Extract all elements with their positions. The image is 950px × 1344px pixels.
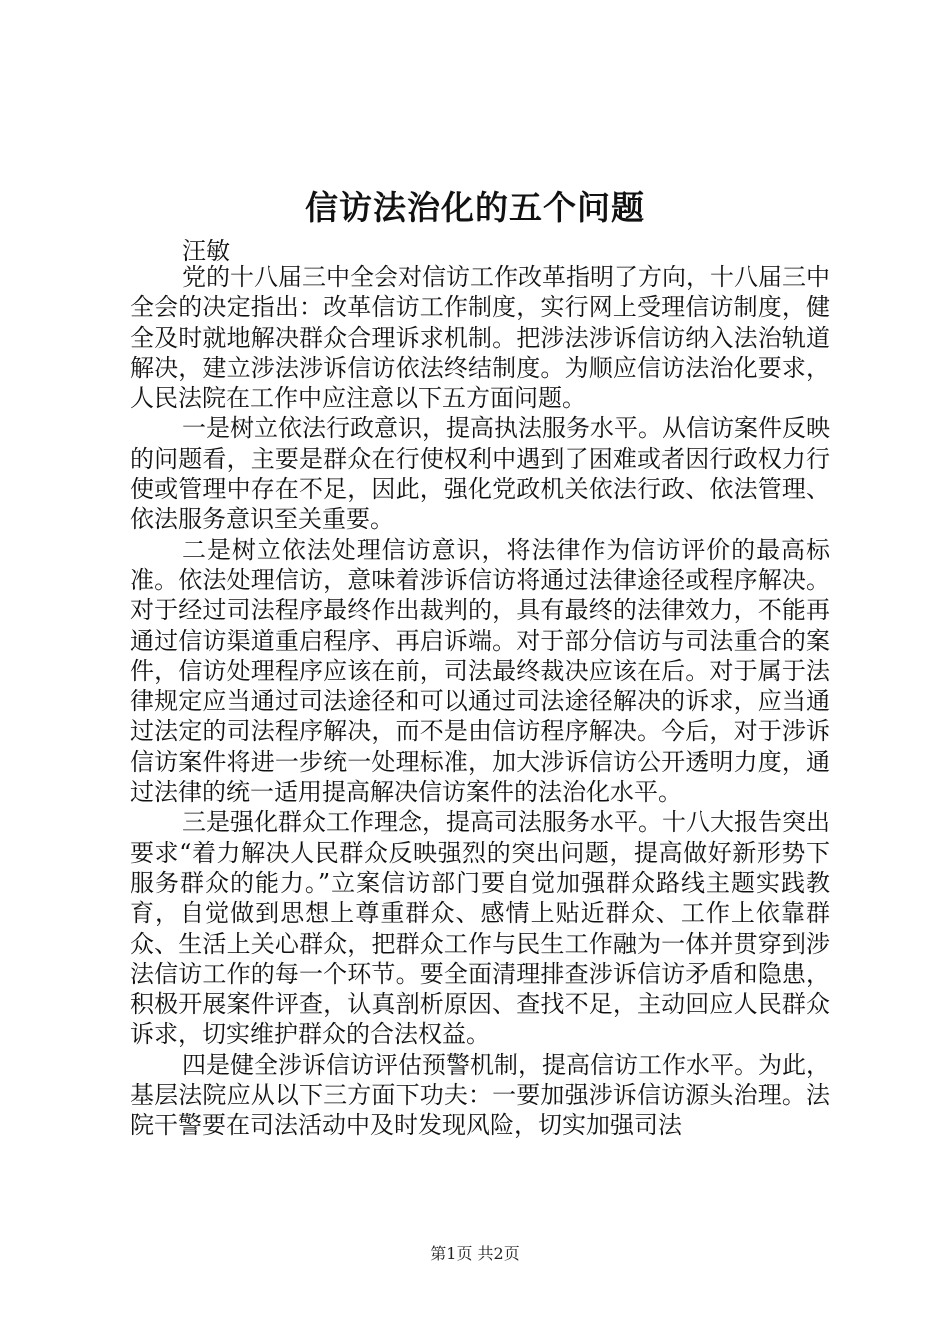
paragraph-point-four: 四是健全涉诉信访评估预警机制，提高信访工作水平。为此，基层法院应从以下三方面下功夫：一要加强涉诉信访源头治理。法院干警要在司法活动中及时发现风险，切实加强司法 bbox=[130, 1050, 830, 1140]
author-name: 汪敏 bbox=[182, 237, 230, 265]
paragraph-point-two: 二是树立依法处理信访意识，将法律作为信访评价的最高标准。依法处理信访，意味着涉诉信访将通过法律途径或程序解决。对于经过司法程序最终作出裁判的，具有最终的法律效力，不能再通过信访渠道重启程序、再启诉端。对于部分信访与司法重合的案件，信访处理程序应该在前，司法最终裁决应该在后。对于属于法律规定应当通过司法途径和可以通过司法途径解决的诉求，应当通过法定的司法程序解决，而不是由信访程序解决。今后，对于涉诉信访案件将进一步统一处理标准，加大涉诉信访公开透明力度，通过法律的统一适用提高解决信访案件的法治化水平。 bbox=[130, 535, 830, 807]
page-footer: 第1页 共2页 bbox=[430, 1244, 520, 1263]
document-body bbox=[130, 262, 830, 1141]
paragraph-intro: 党的十八届三中全会对信访工作改革指明了方向，十八届三中全会的决定指出：改革信访工作制度，实行网上受理信访制度，健全及时就地解决群众合理诉求机制。把涉法涉诉信访纳入法治轨道解决，建立涉法涉诉信访依法终结制度。为顺应信访法治化要求，人民法院在工作中应注意以下五方面问题。 bbox=[130, 263, 830, 413]
document-title: 信访法治化的五个问题 bbox=[305, 188, 645, 227]
paragraph-point-one: 一是树立依法行政意识，提高执法服务水平。从信访案件反映的问题看，主要是群众在行使权利中遇到了困难或者因行政权力行使或管理中存在不足，因此，强化党政机关依法行政、依法管理、依法服务意识至关重要。 bbox=[130, 414, 830, 534]
paragraph-point-three: 三是强化群众工作理念，提高司法服务水平。十八大报告突出要求“着力解决人民群众反映强烈的突出问题，提高做好新形势下服务群众的能力。”立案信访部门要自觉加强群众路线主题实践教育，自觉做到思想上尊重群众、感情上贴近群众、工作上依靠群众、生活上关心群众，把群众工作与民生工作融为一体并贯穿到涉法信访工作的每一个环节。要全面清理排查涉诉信访矛盾和隐患，积极开展案件评查，认真剖析原因、查找不足，主动回应人民群众诉求，切实维护群众的合法权益。 bbox=[130, 808, 830, 1049]
